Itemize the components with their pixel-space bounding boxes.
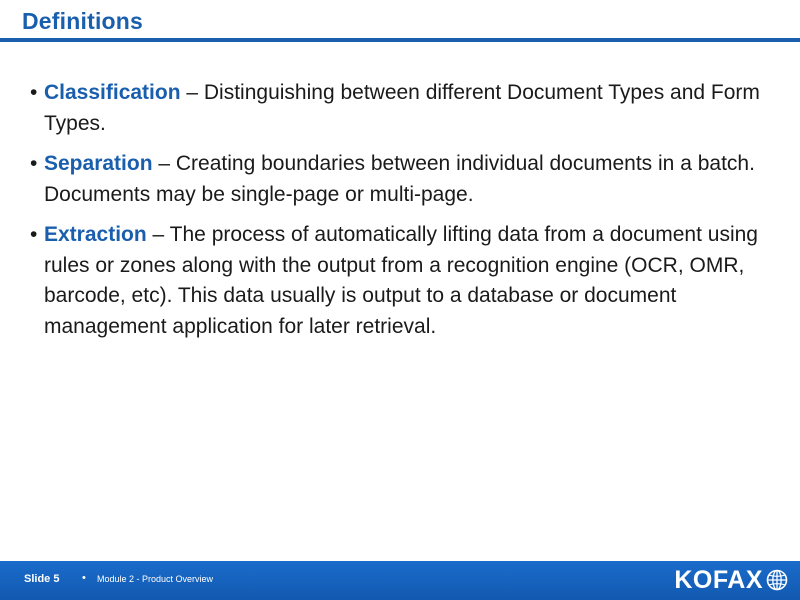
bullet-text: – Creating boundaries between individual documents in a batch. Documents may be single-page or multi-page. bbox=[44, 152, 755, 206]
bullet-term: Classification bbox=[44, 81, 181, 104]
slide-title: Definitions bbox=[22, 8, 144, 34]
bullet-text: – The process of automatically lifting data from a document using rules or zones along with the output from a recognition engine (OCR, OMR, barcode, etc). This data usually is output to a database or document management application for later retrieval. bbox=[44, 223, 758, 338]
module-label: Module 2 - Product Overview bbox=[97, 574, 214, 584]
globe-icon bbox=[766, 569, 788, 591]
title-underline bbox=[0, 38, 800, 42]
bullet-icon: • bbox=[30, 223, 38, 246]
footer-separator: • bbox=[82, 572, 86, 584]
bullet-item-classification bbox=[30, 78, 775, 139]
bullet-item-separation bbox=[30, 149, 775, 210]
bullet-list bbox=[30, 78, 775, 352]
logo-text: KOFAX bbox=[674, 565, 763, 594]
bullet-text: – Distinguishing between different Document Types and Form Types. bbox=[44, 81, 760, 135]
bullet-term: Extraction bbox=[44, 223, 147, 246]
kofax-logo bbox=[674, 566, 788, 594]
bullet-term: Separation bbox=[44, 152, 153, 175]
bullet-icon: • bbox=[30, 152, 38, 175]
footer-bar bbox=[0, 561, 800, 600]
bullet-icon: • bbox=[30, 81, 38, 104]
slide-number: Slide 5 bbox=[24, 573, 60, 585]
bullet-item-extraction bbox=[30, 220, 775, 342]
